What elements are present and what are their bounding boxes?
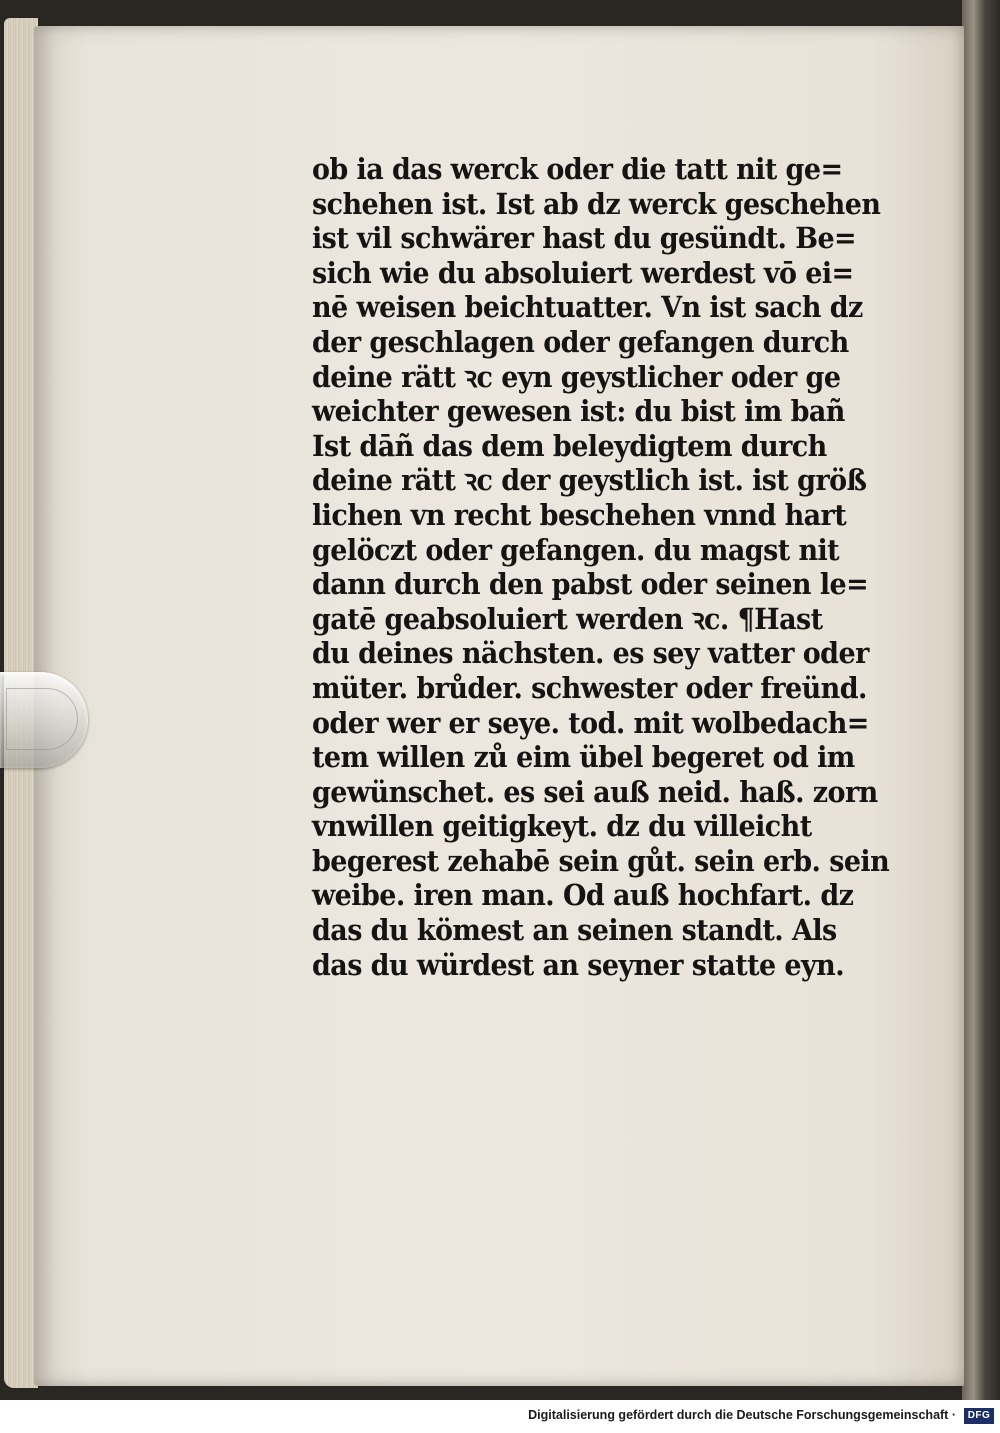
- text-line: gelöczt oder gefangen. du magst nit: [312, 532, 840, 567]
- text-line: das du würdest an seyner statte eyn.: [312, 947, 845, 982]
- facing-page-edge: [962, 0, 1000, 1400]
- funding-credit: Digitalisierung gefördert durch die Deutsche Forschungsgemeinschaft ·: [528, 1408, 956, 1422]
- text-line: müter. brůder. schwester oder freünd.: [312, 670, 867, 705]
- text-line: das du kömest an seinen standt. Als: [312, 913, 837, 948]
- text-line: begerest zehabē sein gůt. sein erb. sein: [312, 843, 890, 878]
- text-line: ist vil schwärer hast du gesündt. Be=: [312, 221, 857, 256]
- text-line: gatē geabsoluiert werden ꝛc. ¶Hast: [312, 601, 823, 636]
- text-line: gewünschet. es sei auß neid. haß. zorn: [312, 774, 878, 809]
- text-line: schehen ist. Ist ab dz werck geschehen: [312, 186, 881, 221]
- dfg-logo-icon: DFG: [964, 1408, 994, 1424]
- text-line: der geschlagen oder gefangen durch: [312, 324, 849, 359]
- text-line: tem willen zů eim übel begeret od im: [312, 740, 855, 775]
- footer-bar: [0, 1400, 1000, 1433]
- text-line: weibe. iren man. Od auß hochfart. dz: [312, 878, 854, 913]
- text-line: du deines nächsten. es sey vatter oder: [312, 636, 869, 671]
- printed-text-block: [312, 152, 912, 982]
- text-line: vnwillen geitigkeyt. dz du villeicht: [312, 809, 812, 844]
- text-line: dann durch den pabst oder seinen le=: [312, 567, 869, 602]
- text-line: sich wie du absoluiert werdest vō ei=: [312, 255, 854, 290]
- text-line: deine rätt ꝛc der geystlich ist. ist größ: [312, 463, 867, 498]
- text-line: lichen vn recht beschehen vnnd hart: [312, 497, 847, 532]
- page-clip-inner: [6, 688, 78, 750]
- text-line: Ist dāñ das dem beleydigtem durch: [312, 428, 827, 463]
- text-line: deine rätt ꝛc eyn geystlicher oder ge: [312, 359, 841, 394]
- text-line: oder wer er seye. tod. mit wolbedach=: [312, 705, 869, 740]
- text-line: weichter gewesen ist: du bist im bañ: [312, 394, 845, 429]
- text-line: ob ia das werck oder die tatt nit ge=: [312, 152, 843, 186]
- text-line: nē weisen beichtuatter. Vn ist sach dz: [312, 290, 863, 325]
